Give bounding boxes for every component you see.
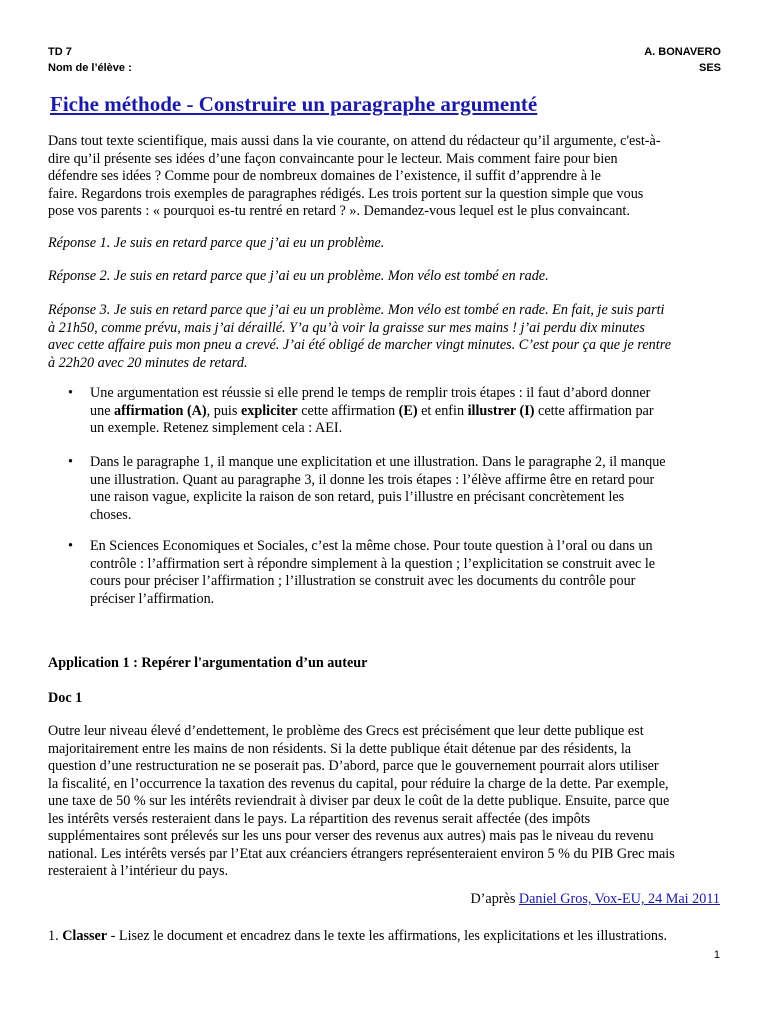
doc-heading: Doc 1: [48, 690, 83, 706]
bullet-line: cours pour préciser l’affirmation ; l’illustration se construit avec les documents du contrôle pour: [90, 573, 636, 589]
response-3-line: à 21h50, comme prévu, mais j’ai déraillé. Y’a qu’à voir la graisse sur mes mains ! j’ai perdu dix minutes: [48, 319, 645, 336]
bullet-item-aei: [48, 385, 720, 438]
intro-paragraph: [48, 133, 722, 221]
doc-line: question d’une restructuration ne se poserait pas. D’abord, parce que le gouvernement pourrait alors utiliser: [48, 758, 659, 774]
bullet-line: un exemple. Retenez simplement cela : AEI.: [90, 420, 343, 436]
intro-line: faire. Regardons trois exemples de paragraphes rédigés. Les trois portent sur la question simple que vous: [48, 185, 644, 202]
source-prefix: D’après: [470, 891, 519, 907]
response-3-line: à 22h20 avec 20 minutes de retard.: [48, 354, 248, 371]
doc-line: la fiscalité, en l’occurrence la taxation des revenus du capital, pour réduire la charge de la dette. Par exemple,: [48, 775, 669, 792]
doc-line: les intérêts versés resteraient dans le pays. La répartition des revenus serait affectée (des impôts: [48, 810, 591, 827]
bullet-line: une illustration. Quant au paragraphe 3, il donne les trois étapes : l’élève affirme être en retard pour: [90, 471, 655, 488]
bullet-dot-icon: •: [68, 385, 73, 401]
bullet-item-paragraphs: [48, 454, 720, 524]
bullet-item-ses: [48, 538, 720, 608]
bullet-line: préciser l’affirmation.: [90, 590, 215, 607]
page-title: Fiche méthode - Construire un paragraphe argumenté: [50, 92, 538, 116]
bullet-dot-icon: •: [68, 538, 73, 554]
intro-line: Dans tout texte scientifique, mais aussi dans la vie courante, on attend du rédacteur qu’il argumente, c'est-à-: [48, 133, 661, 149]
response-3-line: Réponse 3. Je suis en retard parce que j’ai eu un problème. Mon vélo est tombé en rade. En fait, je suis parti: [48, 302, 665, 318]
intro-line: dire qu’il présente ses idées d’une façon convaincante pour le lecteur. Mais comment faire pour bien: [48, 150, 618, 167]
subject-label: SES: [698, 62, 721, 74]
bullet-dot-icon: •: [68, 454, 73, 470]
doc-line: majoritairement entre les mains de non résidents. Si la dette publique était détenue par des résidents, la: [48, 740, 632, 757]
question-text: - Lisez le document et encadrez dans le texte les affirmations, les explicitations et les illustrations.: [107, 928, 668, 944]
question-verb: Classer: [62, 928, 108, 944]
response-3: [48, 302, 720, 372]
doc-body: [48, 723, 720, 881]
bullet-line: une affirmation (A), puis expliciter cette affirmation (E) et enfin illustrer (I) cette affirmation par: [90, 402, 654, 419]
bullet-line: En Sciences Economiques et Sociales, c’est la même chose. Pour toute question à l’oral ou dans un: [90, 538, 653, 554]
response-2: Réponse 2. Je suis en retard parce que j’ai eu un problème. Mon vélo est tombé en rade.: [48, 268, 549, 284]
td-label: TD 7: [48, 46, 72, 58]
bullet-line: une raison vague, explicite la raison de son retard, puis l’illustre en précisant concrètement les: [90, 489, 625, 505]
intro-line: défendre ses idées ? Comme pour de nombreux domaines de l’existence, il suffit d’apprendre à le: [48, 168, 601, 184]
doc-source: [470, 891, 720, 908]
student-name-label: Nom de l’élève :: [48, 62, 132, 74]
question-number: 1.: [48, 928, 63, 944]
doc-line: supplémentaires sont prélevés sur les uns pour verser des revenus aux autres) mais pas le niveau du revenu: [48, 828, 654, 844]
page-number: 1: [713, 949, 720, 961]
application-heading: Application 1 : Repérer l'argumentation d’un auteur: [48, 655, 368, 671]
doc-line: national. Les intérêts versés par l’Etat aux créanciers étrangers représenteraient environ 5 % du PIB Grec mais: [48, 845, 675, 862]
bullet-line: choses.: [90, 506, 132, 523]
doc-line: Outre leur niveau élevé d’endettement, le problème des Grecs est précisément que leur dette publique est: [48, 723, 644, 739]
question-1: [48, 928, 720, 946]
doc-line: une taxe de 50 % sur les intérêts reviendrait à diviser par deux le coût de la dette publique. Ensuite, parce que: [48, 793, 670, 809]
bullet-line: Une argumentation est réussie si elle prend le temps de remplir trois étapes : il faut d’abord donner: [90, 385, 651, 401]
source-link[interactable]: Daniel Gros, Vox-EU, 24 Mai 2011: [518, 891, 720, 907]
author-name: A. BONAVERO: [644, 46, 721, 58]
intro-line: pose vos parents : « pourquoi es-tu rentré en retard ? ». Demandez-vous lequel est le plus convaincant.: [48, 203, 630, 219]
response-3-line: avec cette affaire puis mon pneu a crevé. J’ai été obligé de marcher vingt minutes. C’est pour ça que je rentre: [48, 337, 672, 353]
response-1: Réponse 1. Je suis en retard parce que j’ai eu un problème.: [48, 235, 385, 251]
doc-line: resteraient à l’intérieur du pays.: [48, 863, 229, 879]
bullet-line: contrôle : l’affirmation sert à répondre simplement à la question ; l’explicitation se construit avec le: [90, 555, 656, 572]
bullet-line: Dans le paragraphe 1, il manque une explicitation et une illustration. Dans le paragraphe 2, il manque: [90, 454, 666, 470]
